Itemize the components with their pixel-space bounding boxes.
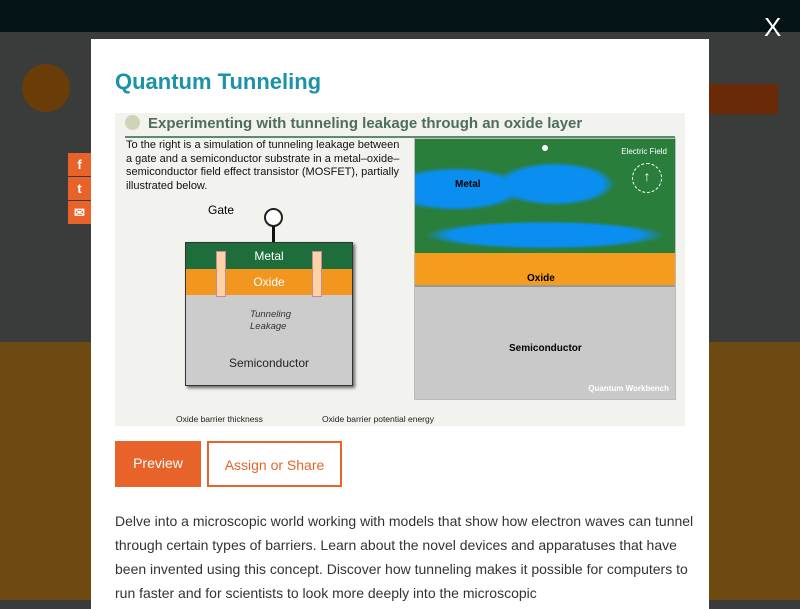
tunneling-text: Tunneling — [250, 309, 292, 320]
electric-field-dial-icon: ↑ — [632, 163, 662, 193]
simulation-preview-image — [115, 113, 685, 426]
barrier-thickness-label: Oxide barrier thickness — [176, 414, 263, 424]
facebook-share-button[interactable]: f — [68, 153, 91, 176]
preview-button[interactable]: Preview — [115, 441, 201, 487]
leakage-text: Leakage — [250, 321, 287, 332]
watermark: Quantum Workbench — [588, 384, 669, 393]
leakage-arrow-icon — [312, 251, 322, 297]
twitter-share-button[interactable]: t — [68, 177, 91, 200]
viz-oxide-label: Oxide — [527, 273, 555, 284]
metal-layer: Metal — [186, 243, 352, 269]
email-share-button[interactable]: ✉ — [68, 201, 91, 224]
electric-field-label: Electric Field — [621, 147, 667, 156]
resource-modal — [91, 39, 709, 609]
viz-semiconductor-label: Semiconductor — [509, 343, 582, 354]
simulation-heading — [125, 115, 582, 132]
simulation-description: To the right is a simulation of tunneling leakage between a gate and a semiconductor substrate in a metal–oxide–semiconductor field effect transistor (MOSFET), partially illustrated below. — [126, 139, 400, 192]
leakage-arrow-icon — [216, 251, 226, 297]
resource-description: Delve into a microscopic world working with models that show how electron waves can tunnel through certain types of barriers. Learn about the novel devices and apparatuses that have been invented using this concept. Discover how tunneling makes it possible for computers to run faster and for scientists to look more deeply into the microscopic — [115, 513, 694, 601]
viz-metal-label: Metal — [455, 179, 481, 190]
simulation-heading-text: Experimenting with tunneling leakage through an oxide layer — [148, 115, 583, 132]
metal-region — [415, 139, 675, 253]
top-bar — [0, 0, 800, 32]
site-logo — [22, 64, 70, 112]
background-button — [700, 84, 778, 114]
semiconductor-layer: Semiconductor — [228, 356, 310, 370]
globe-icon — [125, 115, 140, 130]
mosfet-diagram — [185, 242, 353, 386]
gate-terminal-icon — [264, 208, 283, 227]
assign-or-share-button[interactable]: Assign or Share — [207, 441, 342, 487]
electron-dot — [542, 145, 548, 151]
modal-title: Quantum Tunneling — [115, 69, 322, 94]
simulation-visualization — [414, 138, 676, 400]
close-button[interactable]: X — [764, 12, 782, 42]
oxide-layer: Oxide — [186, 269, 352, 295]
gate-wire — [272, 226, 275, 242]
gate-label: Gate — [208, 203, 235, 217]
barrier-energy-label: Oxide barrier potential energy — [322, 414, 434, 424]
tunneling-leakage-label — [250, 309, 291, 333]
